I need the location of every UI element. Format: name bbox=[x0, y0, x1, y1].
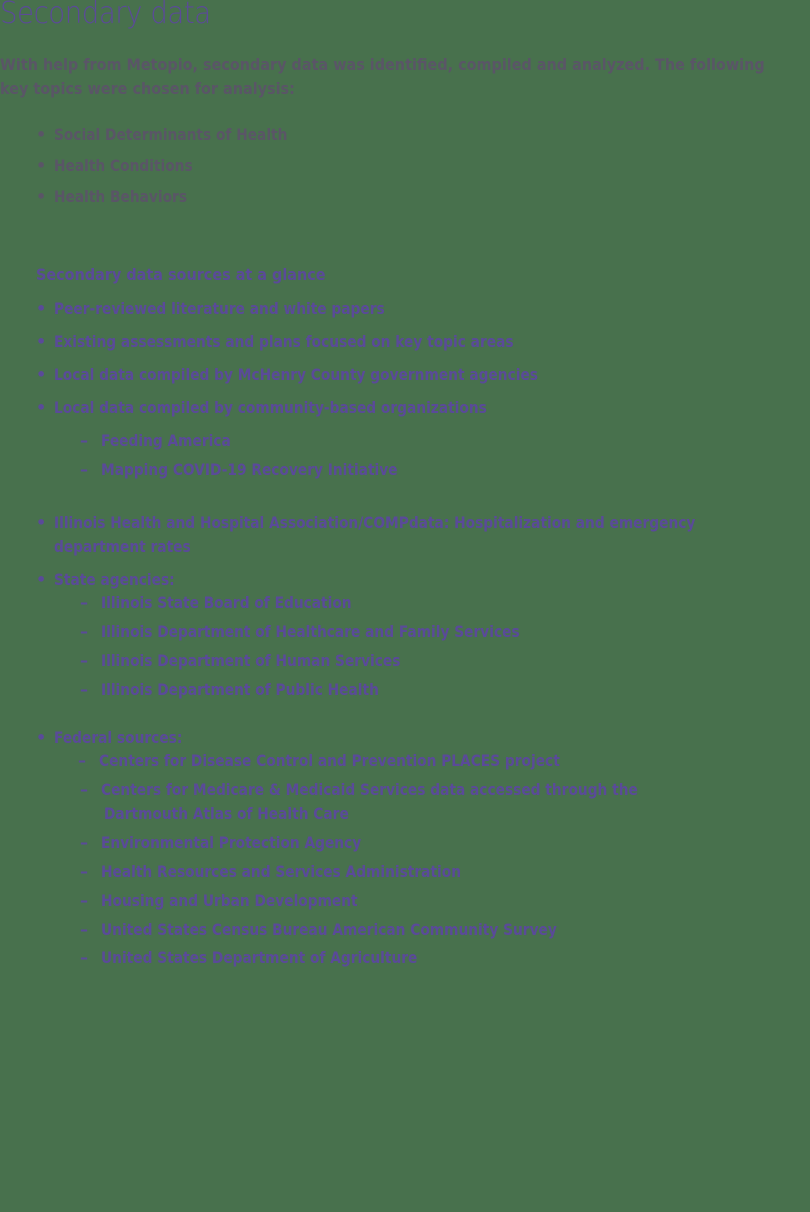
source-subitem: – Illinois Department of Public Health bbox=[0, 678, 810, 702]
source-subitem: – Environmental Protection Agency bbox=[0, 831, 810, 855]
bullet-icon: • bbox=[36, 299, 47, 318]
dash-icon: – bbox=[80, 651, 88, 670]
source-subitem: – Centers for Medicare & Medicaid Services data accessed through the bbox=[0, 778, 810, 802]
source-subitem-continuation: Dartmouth Atlas of Health Care bbox=[104, 804, 349, 823]
topic-item: • Health Conditions bbox=[0, 154, 810, 178]
topic-item: • Health Behaviors bbox=[0, 185, 810, 209]
dash-icon: – bbox=[80, 622, 88, 641]
bullet-icon: • bbox=[36, 332, 47, 351]
source-subitem: – United States Department of Agriculture bbox=[0, 946, 810, 970]
source-item: • Existing assessments and plans focused on key topic areas bbox=[0, 330, 810, 354]
dash-icon: – bbox=[80, 780, 88, 799]
source-subitem: – Illinois Department of Human Services bbox=[0, 649, 810, 673]
source-subitem: – Illinois Department of Healthcare and Family Services bbox=[0, 620, 810, 644]
source-item: • Peer-reviewed literature and white papers bbox=[0, 297, 810, 321]
source-item: • Federal sources: bbox=[0, 726, 810, 750]
source-subitem: – Health Resources and Services Administration bbox=[0, 860, 810, 884]
source-subitem: – Illinois State Board of Education bbox=[0, 591, 810, 615]
dash-icon: – bbox=[80, 680, 88, 699]
bullet-icon: • bbox=[36, 728, 47, 747]
dash-icon: – bbox=[78, 751, 86, 770]
intro-paragraph: With help from Metopio, secondary data was identified, compiled and analyzed. The following key topics were chosen for analysis: bbox=[0, 55, 765, 98]
source-subitem: – Housing and Urban Development bbox=[0, 889, 810, 913]
source-subitem: – Feeding America bbox=[0, 429, 810, 453]
dash-icon: – bbox=[80, 460, 88, 479]
page-title: Secondary data bbox=[0, 0, 211, 31]
source-item: • Local data compiled by McHenry County government agencies bbox=[0, 363, 810, 387]
sources-heading: Secondary data sources at a glance bbox=[36, 265, 326, 284]
source-item: • Local data compiled by community-based organizations bbox=[0, 396, 810, 420]
bullet-icon: • bbox=[36, 570, 47, 589]
dash-icon: – bbox=[80, 833, 88, 852]
source-subitem: – Centers for Disease Control and Prevention PLACES project bbox=[0, 749, 810, 773]
bullet-icon: • bbox=[36, 156, 47, 175]
bullet-icon: • bbox=[36, 398, 47, 417]
dash-icon: – bbox=[80, 891, 88, 910]
bullet-icon: • bbox=[36, 365, 47, 384]
dash-icon: – bbox=[80, 593, 88, 612]
dash-icon: – bbox=[80, 948, 88, 967]
topic-item: • Social Determinants of Health bbox=[0, 123, 810, 147]
bullet-icon: • bbox=[36, 125, 47, 144]
dash-icon: – bbox=[80, 862, 88, 881]
dash-icon: – bbox=[80, 920, 88, 939]
dash-icon: – bbox=[80, 431, 88, 450]
source-item: • Illinois Health and Hospital Association/COMPdata: Hospitalization and emergency bbox=[0, 511, 810, 535]
source-subitem: – United States Census Bureau American Community Survey bbox=[0, 918, 810, 942]
source-item-continuation: department rates bbox=[54, 537, 191, 556]
bullet-icon: • bbox=[36, 513, 47, 532]
source-subitem: – Mapping COVID-19 Recovery Initiative bbox=[0, 458, 810, 482]
source-item: • State agencies: bbox=[0, 568, 810, 592]
bullet-icon: • bbox=[36, 187, 47, 206]
